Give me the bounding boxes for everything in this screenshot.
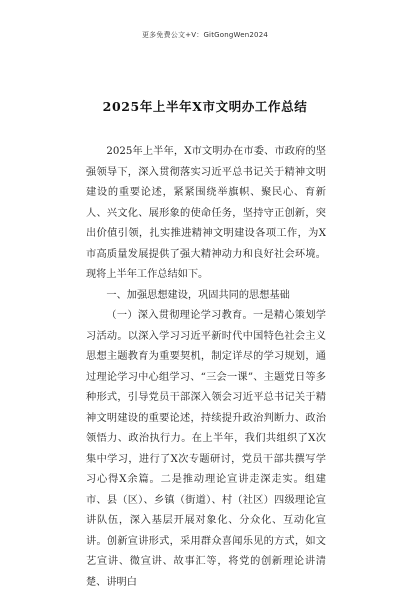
body-paragraph: （一）深入贯彻理论学习教育。一是精心策划学习活动。以深入学习习近平新时代中国特色社会主义思想主题教育为重要契机，制定详尽的学习规划，通过理论学习中心组学习、“三会一课”、主题党日等多种形式，引导党员干部深入领会习近平总书记关于精神文明建设的重要论述，持续提升政治判断力、政治领悟力、政治执行力。在上半年，我们共组织了X次集中学习，进行了X次专题研讨，党员干部共撰写学习心得X余篇。二是推动理论宣讲走深走实。组建市、县（区）、乡镇（街道）、村（社区）四级理论宣讲队伍，深入基层开展对象化、分众化、互动化宣讲。创新宣讲形式，采用群众喜闻乐见的方式，如文艺宣讲、微宣讲、故事汇等，将党的创新理论讲清楚、讲明白 xyxy=(86,310,326,588)
section-heading: 一、加强思想建设，巩固共同的思想基础 xyxy=(106,289,290,301)
document-body xyxy=(86,142,326,593)
intro-paragraph: 2025年上半年，X市文明办在市委、市政府的坚强领导下，深入贯彻落实习近平总书记关于精神文明建设的重要论述，紧紧围绕举旗帜、聚民心、育新人、兴文化、展形象的使命任务，坚持守正创新，突出价值引领，扎实推进精神文明建设各项工作，为X市高质量发展提供了强大精神动力和良好社会环境。现将上半年工作总结如下。 xyxy=(86,146,326,280)
document-title: 2025年上半年X市文明办工作总结 xyxy=(102,99,308,114)
header-watermark: 更多免费公文+V：GitGongWen2024 xyxy=(141,31,269,39)
